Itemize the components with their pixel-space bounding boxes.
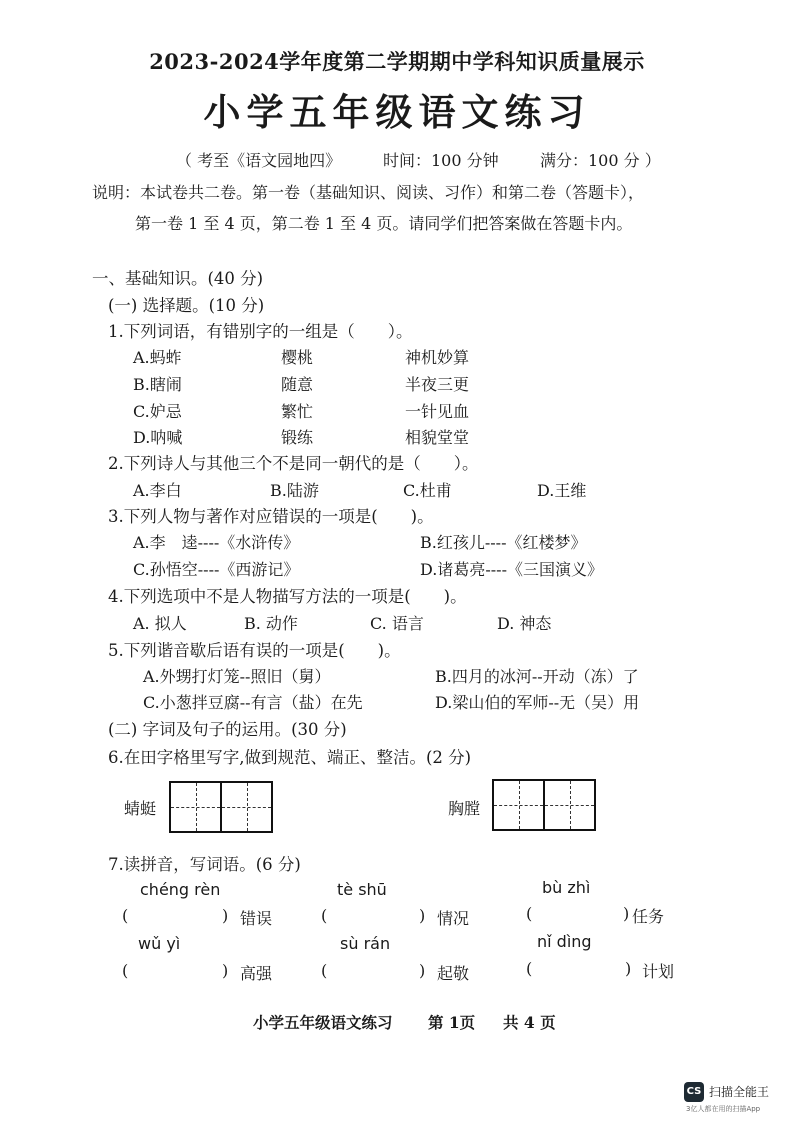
q2-option-b: B.陆游 — [270, 481, 319, 500]
q2-option-a: A.李白 — [133, 481, 182, 500]
q5-option-a: A.外甥打灯笼--照旧（舅） — [143, 667, 331, 686]
q3-option-c: C.孙悟空----《西游记》 — [133, 560, 300, 579]
q7-word-suffix: 任务 — [632, 907, 665, 926]
q7-paren-open: ( — [526, 959, 533, 978]
exam-series-title: 2023-2024学年度第二学期期中学科知识质量展示 — [149, 49, 645, 74]
instructions-line-2: 第一卷 1 至 4 页，第二卷 1 至 4 页。请同学们把答案做在答题卡内。 — [135, 214, 633, 233]
q3-option-a: A.李 逵----《水浒传》 — [133, 533, 300, 552]
question-7-stem: 7.读拼音，写词语。(6 分) — [108, 855, 301, 874]
exam-time: 时间：100 分钟 — [383, 151, 499, 170]
question-2-stem: 2.下列诗人与其他三个不是同一朝代的是（ ）。 — [108, 454, 479, 473]
q7-word-suffix: 情况 — [437, 909, 470, 928]
tianzige-grid-2[interactable] — [492, 779, 596, 831]
q7-word-suffix: 高强 — [240, 964, 273, 983]
q3-option-b: B.红孩儿----《红楼梦》 — [420, 533, 587, 552]
q7-paren-close: ) — [222, 961, 229, 980]
q1-option: B.瞎闹 — [133, 375, 182, 394]
question-1-stem: 1.下列词语，有错别字的一组是（ ）。 — [108, 322, 413, 341]
q7-pinyin: sù rán — [340, 934, 391, 953]
q2-option-d: D.王维 — [537, 481, 587, 500]
q7-pinyin: bù zhì — [542, 878, 591, 897]
q4-option-c: C. 语言 — [370, 614, 424, 633]
exam-score: 满分：100 分 ） — [540, 151, 661, 170]
q1-option: C.妒忌 — [133, 402, 182, 421]
q7-paren-open: ( — [526, 904, 533, 923]
q7-paren-open: ( — [122, 961, 129, 980]
q7-pinyin: wǔ yì — [138, 934, 181, 953]
q5-option-c: C.小葱拌豆腐--有言（盐）在先 — [143, 693, 363, 712]
camscanner-logo-icon: CS — [684, 1082, 704, 1102]
q7-word-suffix: 错误 — [240, 909, 273, 928]
q6-word-1: 蜻蜓 — [124, 799, 157, 818]
q7-pinyin: nǐ dìng — [537, 932, 592, 951]
q5-option-d: D.梁山伯的军师--无（吴）用 — [435, 693, 640, 712]
q1-option: 樱桃 — [281, 348, 314, 367]
tianzige-cell[interactable] — [543, 781, 594, 829]
q7-word-suffix: 起敬 — [437, 964, 470, 983]
q1-option: 繁忙 — [281, 402, 314, 421]
tianzige-grid-1[interactable] — [169, 781, 273, 833]
q3-option-d: D.诸葛亮----《三国演义》 — [420, 560, 603, 579]
section-1-title: 一、基础知识。(40 分) — [92, 269, 264, 288]
footer-exam-name: 小学五年级语文练习 — [253, 1013, 393, 1032]
q1-option: 神机妙算 — [405, 348, 470, 367]
question-5-stem: 5.下列谐音歇后语有误的一项是( )。 — [108, 641, 401, 660]
q4-option-d: D. 神态 — [497, 614, 552, 633]
q1-option: 相貌堂堂 — [405, 428, 470, 447]
q7-paren-close: ) — [625, 959, 632, 978]
part-1-title: (一) 选择题。(10 分) — [108, 296, 265, 315]
question-6-stem: 6.在田字格里写字,做到规范、端正、整洁。(2 分) — [108, 748, 472, 767]
question-4-stem: 4.下列选项中不是人物描写方法的一项是( )。 — [108, 587, 467, 606]
q7-pinyin: tè shū — [337, 880, 387, 899]
exam-scope: （ 考至《语文园地四》 — [176, 151, 342, 170]
q4-option-a: A. 拟人 — [133, 614, 187, 633]
q1-option: 一针见血 — [405, 402, 470, 421]
q7-paren-close: ) — [419, 961, 426, 980]
q1-option: 半夜三更 — [405, 375, 470, 394]
tianzige-cell[interactable] — [220, 783, 271, 831]
q7-pinyin: chéng rèn — [140, 880, 221, 899]
q1-option: 锻练 — [281, 428, 314, 447]
q2-option-c: C.杜甫 — [403, 481, 452, 500]
camscanner-tagline: 3亿人都在用的扫描App — [686, 1105, 761, 1113]
q7-paren-open: ( — [321, 961, 328, 980]
q7-word-suffix: 计划 — [642, 962, 675, 981]
q7-paren-close: ) — [623, 904, 630, 923]
q6-word-2: 胸膛 — [448, 799, 481, 818]
footer-page-number: 第 1页 — [428, 1013, 476, 1032]
camscanner-brand: 扫描全能王 — [709, 1085, 770, 1099]
q7-paren-open: ( — [122, 906, 129, 925]
q1-option: 随意 — [281, 375, 314, 394]
footer-total-pages: 共 4 页 — [503, 1013, 556, 1032]
q7-paren-close: ) — [419, 906, 426, 925]
q7-paren-open: ( — [321, 906, 328, 925]
part-2-title: (二) 字词及句子的运用。(30 分) — [108, 720, 347, 739]
q1-option: D.呐喊 — [133, 428, 183, 447]
instructions-line-1: 说明：本试卷共二卷。第一卷（基础知识、阅读、习作）和第二卷（答题卡）， — [92, 183, 645, 202]
tianzige-cell[interactable] — [494, 781, 543, 829]
exam-title: 小学五年级语文练习 — [203, 90, 591, 134]
tianzige-cell[interactable] — [171, 783, 220, 831]
q1-option: A.蚂蚱 — [133, 348, 182, 367]
q7-paren-close: ) — [222, 906, 229, 925]
q5-option-b: B.四月的冰河--开动（冻）了 — [435, 667, 639, 686]
question-3-stem: 3.下列人物与著作对应错误的一项是( )。 — [108, 507, 434, 526]
q4-option-b: B. 动作 — [244, 614, 298, 633]
